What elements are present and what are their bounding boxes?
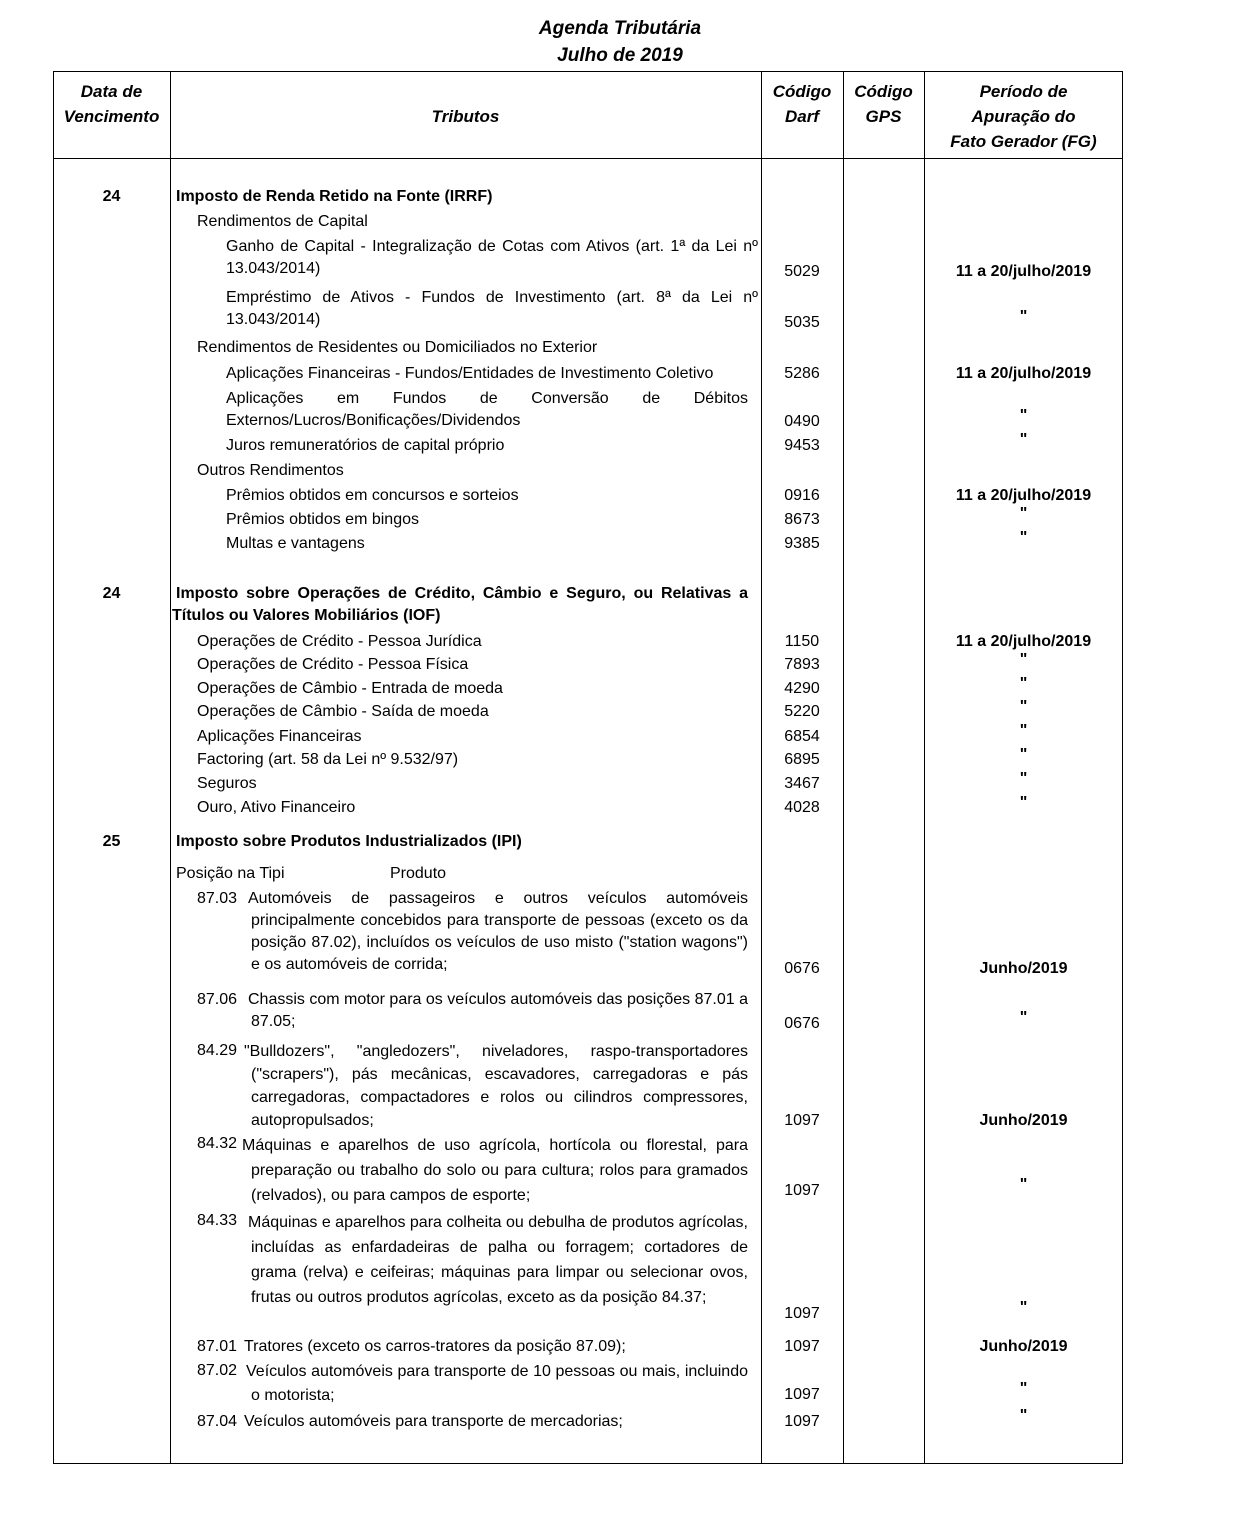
product-description: Veículos automóveis para transporte de 10 pessoas ou mais, incluindo o motorista; xyxy=(246,1363,748,1404)
product-description: Tratores (exceto os carros-tratores da posição 87.09); xyxy=(244,1338,626,1355)
period: " xyxy=(1019,770,1028,787)
period: " xyxy=(1019,308,1028,325)
period: " xyxy=(1019,746,1028,763)
darf-code: 9453 xyxy=(784,437,820,454)
product-description: Automóveis de passageiros e outros veículos automóveis principalmente concebidos para transporte de pessoas (exceto os da posição 87.02), incluídos os veículos de uso misto ("station wagons") e os automóveis de corrida; xyxy=(248,890,748,973)
darf-code: 4028 xyxy=(784,799,820,816)
darf-code: 8673 xyxy=(784,511,820,528)
product-description: Máquinas e aparelhos de uso agrícola, hortícola ou florestal, para preparação ou trabalho do solo ou para cultura; rolos para gramados (relvados), ou para campos de esporte; xyxy=(242,1137,748,1204)
darf-code: 0490 xyxy=(784,413,820,430)
tax-item-label: Ouro, Ativo Financeiro xyxy=(197,799,356,816)
period: " xyxy=(1019,1407,1028,1424)
page-subtitle: Julho de 2019 xyxy=(557,45,683,66)
header-periodo-apuracao: Período de Apuração do Fato Gerador (FG) xyxy=(950,82,1097,151)
header-separator xyxy=(53,158,1123,159)
product-description: "Bulldozers", "angledozers", niveladores, raspo-transportadores ("scrapers"), pás mecânicas, escavadores, carregadoras e pás carregadoras, compactadores e rolos ou cilindros compressores, autopropulsados; xyxy=(244,1043,748,1129)
tipi-position: 87.03 xyxy=(197,890,238,907)
due-date-ipi: 25 xyxy=(102,833,121,850)
tipi-position: 87.06 xyxy=(197,991,238,1008)
header-data-vencimento: Data de Vencimento xyxy=(63,82,160,126)
darf-code: 5029 xyxy=(784,263,820,280)
period: " xyxy=(1019,698,1028,715)
period: " xyxy=(1019,1009,1028,1026)
tax-item-label: Aplicações Financeiras xyxy=(197,728,362,745)
product-description: Chassis com motor para os veículos automóveis das posições 87.01 a 87.05; xyxy=(248,991,748,1030)
darf-code: 6895 xyxy=(784,751,820,768)
darf-code: 0916 xyxy=(784,487,820,504)
tax-item-label: Factoring (art. 58 da Lei nº 9.532/97) xyxy=(197,751,459,768)
due-date-irrf: 24 xyxy=(102,188,121,205)
period: 11 a 20/julho/2019 xyxy=(955,487,1092,504)
tax-title-irrf: Imposto de Renda Retido na Fonte (IRRF) xyxy=(176,188,493,205)
tax-item-label: Empréstimo de Ativos - Fundos de Investimento (art. 8ª da Lei nº 13.043/2014) xyxy=(226,289,758,328)
tax-item-label: Operações de Crédito - Pessoa Jurídica xyxy=(197,633,482,650)
darf-code: 0676 xyxy=(784,960,820,977)
tipi-position: 87.04 xyxy=(197,1413,238,1430)
period: Junho/2019 xyxy=(979,1112,1068,1129)
due-date-iof: 24 xyxy=(102,585,121,602)
product-description: Veículos automóveis para transporte de mercadorias; xyxy=(244,1413,623,1430)
period: 11 a 20/julho/2019 xyxy=(955,263,1092,280)
darf-code: 6854 xyxy=(784,728,820,745)
darf-code: 9385 xyxy=(784,535,820,552)
header-tributos: Tributos xyxy=(431,107,500,126)
tax-item xyxy=(226,388,748,432)
tax-item-label: Aplicações em Fundos de Conversão de Débitos Externos/Lucros/Bonificações/Dividendos xyxy=(226,390,748,429)
darf-code: 1097 xyxy=(784,1338,820,1355)
darf-code: 4290 xyxy=(784,680,820,697)
period: " xyxy=(1019,1380,1028,1397)
period: " xyxy=(1019,529,1028,546)
darf-code: 0676 xyxy=(784,1015,820,1032)
period: 11 a 20/julho/2019 xyxy=(955,633,1092,650)
subsection-label: Rendimentos de Capital xyxy=(197,213,368,230)
period: " xyxy=(1019,1299,1028,1316)
period: 11 a 20/julho/2019 xyxy=(955,365,1092,382)
header-codigo-gps: Código GPS xyxy=(854,82,913,126)
tax-item-label: Operações de Câmbio - Saída de moeda xyxy=(197,703,489,720)
darf-code: 1097 xyxy=(784,1112,820,1129)
darf-code: 1097 xyxy=(784,1386,820,1403)
darf-code: 5286 xyxy=(784,365,820,382)
period: " xyxy=(1019,1176,1028,1193)
darf-code: 7893 xyxy=(784,656,820,673)
tax-item-label: Seguros xyxy=(197,775,257,792)
period: " xyxy=(1019,431,1028,448)
tax-item-label: Multas e vantagens xyxy=(226,535,365,552)
darf-code: 1097 xyxy=(784,1182,820,1199)
period: " xyxy=(1019,407,1028,424)
tax-item-label: Prêmios obtidos em bingos xyxy=(226,511,419,528)
tax-item-label: Ganho de Capital - Integralização de Cotas com Ativos (art. 1ª da Lei nº 13.043/2014) xyxy=(226,238,758,277)
column-divider xyxy=(170,71,171,1464)
tipi-position: 87.02 xyxy=(197,1362,238,1379)
darf-code: 5220 xyxy=(784,703,820,720)
period: " xyxy=(1019,794,1028,811)
period: " xyxy=(1019,722,1028,739)
period: " xyxy=(1019,505,1028,522)
darf-code: 5035 xyxy=(784,314,820,331)
subsection-label: Outros Rendimentos xyxy=(197,462,344,479)
darf-code: 3467 xyxy=(784,775,820,792)
tipi-position: 84.33 xyxy=(197,1212,238,1229)
tipi-position: 84.32 xyxy=(197,1135,238,1152)
darf-code: 1150 xyxy=(784,633,820,650)
tax-item-label: Operações de Crédito - Pessoa Física xyxy=(197,656,469,673)
tipi-position: 84.29 xyxy=(197,1042,238,1059)
darf-code: 1097 xyxy=(784,1413,820,1430)
tax-item-label: Aplicações Financeiras - Fundos/Entidades de Investimento Coletivo xyxy=(226,365,714,382)
tax-item-label: Prêmios obtidos em concursos e sorteios xyxy=(226,487,519,504)
header-codigo-darf: Código Darf xyxy=(772,82,832,126)
period: Junho/2019 xyxy=(979,1338,1068,1355)
period: " xyxy=(1019,675,1028,692)
subsection-label: Rendimentos de Residentes ou Domiciliados no Exterior xyxy=(197,339,598,356)
darf-code: 1097 xyxy=(784,1305,820,1322)
tax-item xyxy=(226,236,758,280)
column-label-produto: Produto xyxy=(390,865,447,882)
tax-title-iof: Imposto sobre Operações de Crédito, Câmbio e Seguro, ou Relativas a Títulos ou Valores Mobiliários (IOF) xyxy=(172,585,748,624)
column-divider xyxy=(843,71,844,1464)
column-label-posicao: Posição na Tipi xyxy=(176,865,285,882)
period: " xyxy=(1019,651,1028,668)
page-title: Agenda Tributária xyxy=(538,18,702,39)
tax-item-label: Juros remuneratórios de capital próprio xyxy=(226,437,505,454)
product-description: Máquinas e aparelhos para colheita ou debulha de produtos agrícolas, incluídas as enfardadeiras de palha ou forragem; cortadores de grama (relva) e ceifeiras; máquinas para limpar ou selecionar ovos, frutas ou outros produtos agrícolas, exceto as da posição 84.37; xyxy=(248,1214,748,1306)
tax-item-label: Operações de Câmbio - Entrada de moeda xyxy=(197,680,503,697)
tipi-position: 87.01 xyxy=(197,1338,238,1355)
tax-item xyxy=(226,287,758,331)
period: Junho/2019 xyxy=(979,960,1068,977)
tax-title-ipi: Imposto sobre Produtos Industrializados (IPI) xyxy=(176,833,522,850)
